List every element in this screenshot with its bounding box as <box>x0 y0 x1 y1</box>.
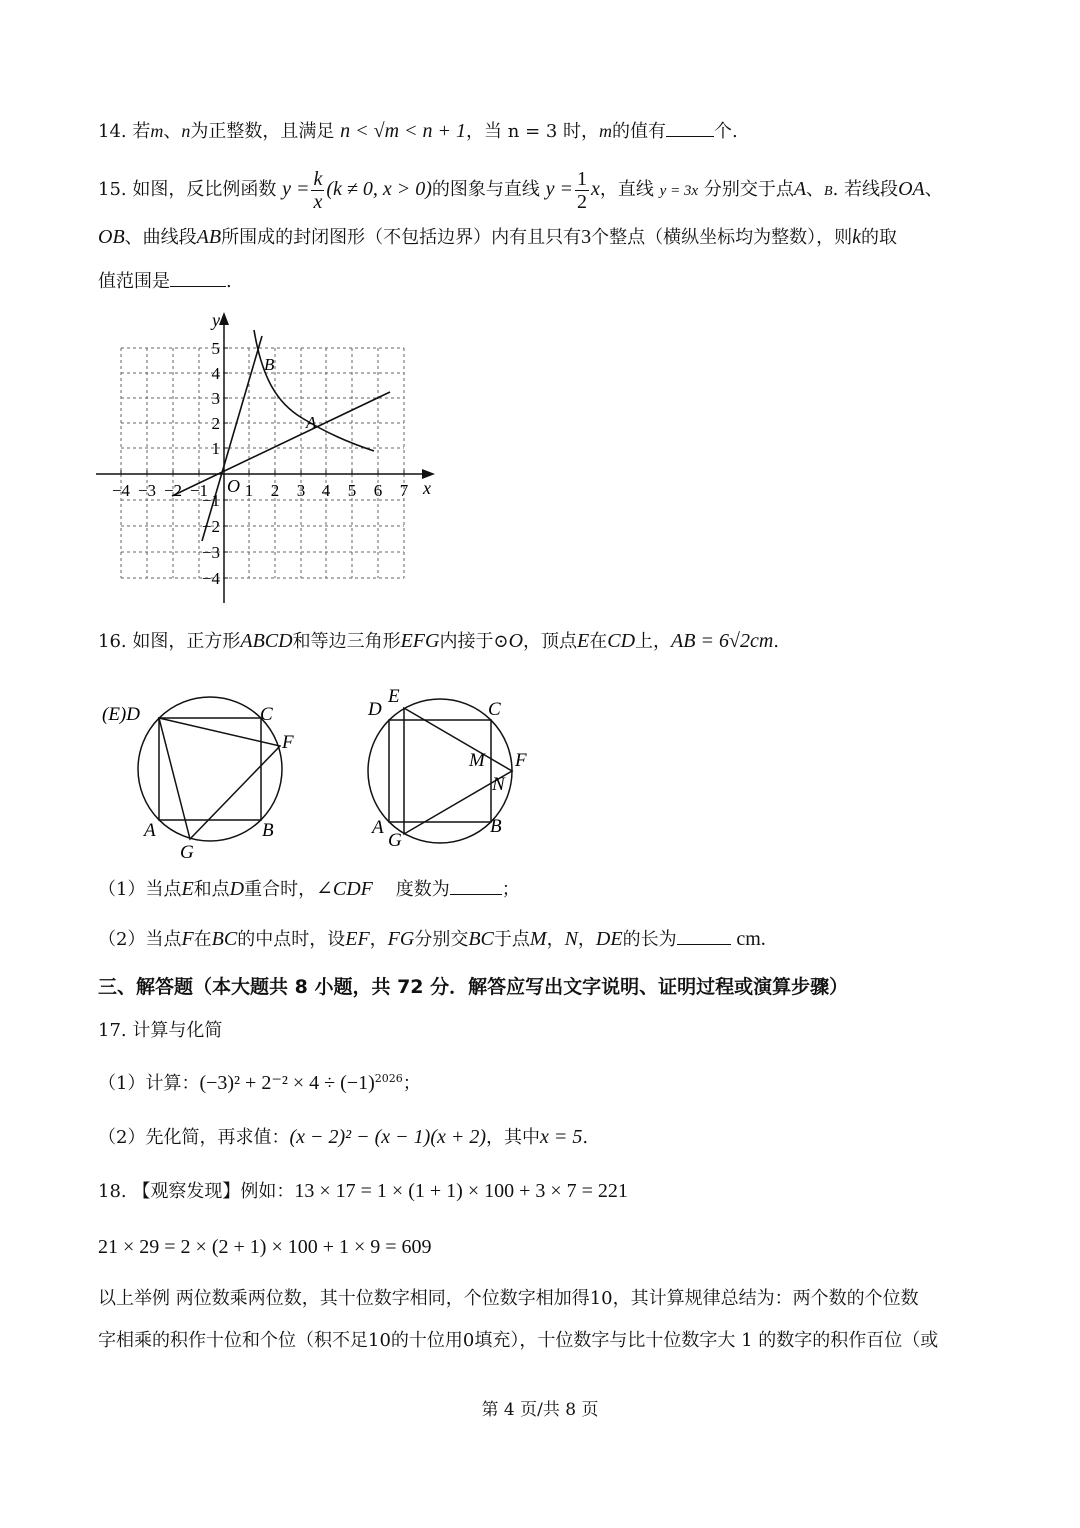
svg-text:N: N <box>492 774 505 795</box>
svg-text:4: 4 <box>321 481 331 500</box>
question-15-line-2: OB、曲线段AB所围成的封闭图形（不包括边界）内有且只有3个整点（横纵坐标均为整数），则k的取 <box>98 226 897 248</box>
point-a-label: A <box>306 413 317 432</box>
svg-text:−2: −2 <box>163 481 183 500</box>
fraction-one-half: $\frac{1}{2}$ <box>577 167 588 213</box>
svg-text:C: C <box>488 699 501 720</box>
svg-text:C: C <box>260 704 273 725</box>
question-18-text-2: 字相乘的积作十位和个位（积不足10的十位用0填充），十位数字与比十位数字大 1 的数字的积作百位（或 <box>98 1330 939 1351</box>
svg-text:(E)D: (E)D <box>102 704 140 725</box>
svg-text:5: 5 <box>347 481 357 500</box>
svg-text:5: 5 <box>211 339 220 358</box>
page-footer: 第 4 页/共 8 页 <box>481 1400 599 1420</box>
point-b-label: B <box>264 355 275 374</box>
svg-text:−3: −3 <box>137 481 157 500</box>
svg-text:M: M <box>469 750 485 771</box>
question-17-part-2: （2）先化简，再求值：(x − 2)² − (x − 1)(x + 2)，其中x = 5. <box>98 1126 589 1148</box>
svg-text:A: A <box>144 820 156 841</box>
svg-text:E: E <box>388 686 400 707</box>
question-15-line-1: 15. 如图，反比例函数 y = $\frac{k}{x}$ (k ≠ 0, x > 0)的图象与直线 y = $\frac{1}{2}$ x，直线 y = 3x 分别交于点A、B. 若线段OA、 <box>98 167 943 213</box>
grid <box>121 348 404 578</box>
svg-text:−3: −3 <box>201 543 220 562</box>
svg-text:4: 4 <box>211 364 220 383</box>
svg-text:3: 3 <box>296 481 306 500</box>
section-3-heading: 三、解答题（本大题共 8 小题，共 72 分．解答应写出文字说明、证明过程或演算步骤） <box>98 976 849 998</box>
figure-1-square-triangle <box>98 682 318 862</box>
figure-2-square-triangle <box>362 682 542 862</box>
y-axis-arrow-icon <box>219 312 229 325</box>
svg-text:2: 2 <box>211 414 220 433</box>
question-18: 18. 【观察发现】例如：13 × 17 = 1 × (1 + 1) × 100 + 3 × 7 = 221 <box>98 1180 628 1202</box>
question-14: 14. 若m、n为正整数，且满足 n < √m < n + 1，当 n = 3 时，m的值有 个. <box>98 120 738 142</box>
question-17-part-1: （1）计算：$(-3)^2 + 2^{-2} \times 4 \div (-1)^{2026}$； <box>98 1072 421 1094</box>
x-tick-labels <box>112 481 409 500</box>
fraction-k-over-x: $\frac{k}{x}$ <box>313 167 323 213</box>
question-18-text-1: 以上举例 两位数乘两位数，其十位数字相同，个位数字相加得10，其计算规律总结为：两个数的个位数 <box>98 1288 919 1309</box>
svg-text:2: 2 <box>270 481 280 500</box>
svg-text:D: D <box>368 699 382 720</box>
svg-text:−4: −4 <box>111 481 131 500</box>
svg-text:−2: −2 <box>201 517 220 536</box>
question-16: 16. 如图，正方形ABCD和等边三角形EFG内接于⊙O，顶点E在CD上，AB = 6√2cm. <box>98 630 780 652</box>
svg-text:−4: −4 <box>201 569 220 588</box>
svg-text:G: G <box>388 830 402 851</box>
svg-text:F: F <box>282 732 294 753</box>
svg-text:B: B <box>490 816 502 837</box>
question-17-title: 17. 计算与化简 <box>98 1020 223 1041</box>
answer-blank <box>170 268 226 287</box>
coordinate-graph <box>92 308 442 608</box>
answer-blank <box>450 876 502 895</box>
svg-text:1: 1 <box>244 481 254 500</box>
question-15-line-3: 值范围是 . <box>98 268 232 295</box>
y-tick-labels <box>202 339 221 588</box>
answer-blank <box>666 118 714 137</box>
x-axis-label: x <box>423 478 431 498</box>
svg-text:1: 1 <box>211 439 220 458</box>
svg-text:F: F <box>515 750 527 771</box>
svg-text:B: B <box>262 820 274 841</box>
origin-label: O <box>227 476 240 496</box>
svg-text:3: 3 <box>211 389 220 408</box>
svg-text:7: 7 <box>399 481 409 500</box>
q14-inequality: n < √m < n + 1 <box>340 120 467 142</box>
answer-blank <box>677 926 731 945</box>
svg-text:6: 6 <box>373 481 383 500</box>
question-16-part-1: （1）当点E和点D重合时，∠CDF 度数为 ； <box>98 878 520 900</box>
svg-text:−1: −1 <box>201 491 220 510</box>
svg-text:G: G <box>180 842 194 862</box>
y-axis-label: y <box>212 310 220 330</box>
question-18-example-2: 21 × 29 = 2 × (2 + 1) × 100 + 1 × 9 = 609 <box>98 1236 432 1258</box>
svg-text:−1: −1 <box>189 481 209 500</box>
svg-text:A: A <box>372 817 384 838</box>
square-abcd <box>159 718 261 820</box>
question-16-part-2: （2）当点F在BC的中点时，设EF，FG分别交BC于点M，N，DE的长为 cm. <box>98 928 766 950</box>
